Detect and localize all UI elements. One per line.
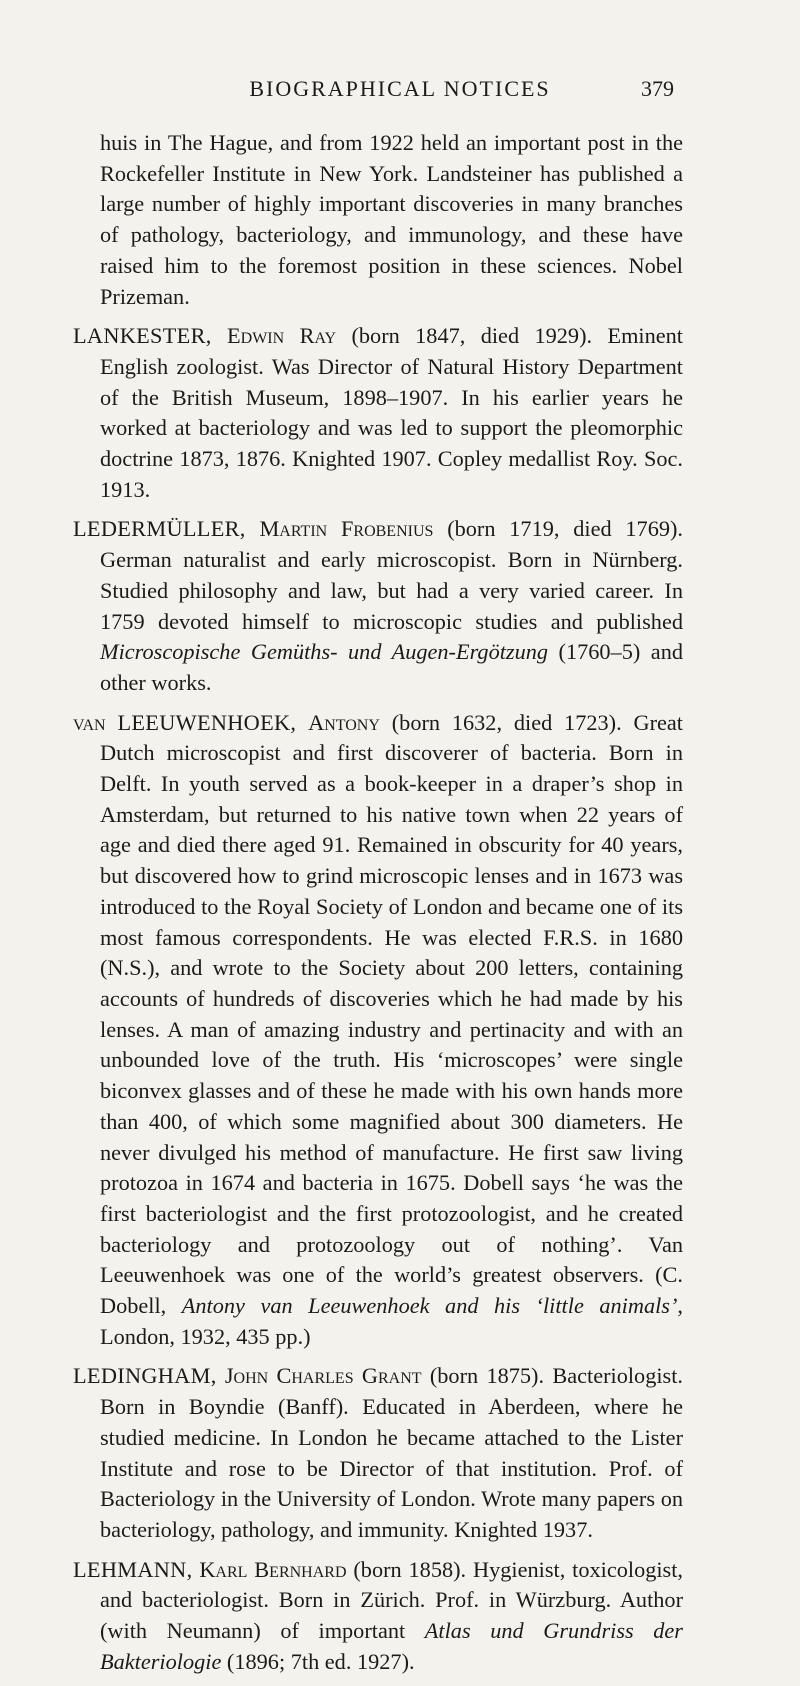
entry-forenames: Martin Frobenius — [259, 516, 434, 542]
entry-surname: LANKESTER, — [73, 323, 212, 349]
entry-forenames: Edwin Ray — [227, 323, 337, 349]
entry-tail: (1896; 7th ed. 1927). — [221, 1648, 415, 1674]
running-head — [0, 76, 800, 106]
entry-prefix: van — [73, 709, 118, 735]
entry-ledermuller — [73, 514, 683, 698]
page-number: 379 — [641, 76, 674, 101]
entry-body: (born 1875). Bacteriologist. Born in Boyndie (Banff). Educated in Aberdeen, where he studied medicine. In London he became attached to the Lister Institute and rose to be Director of that institution. Prof. of Bacteriology in the University of London. Wrote many papers on bacteriology, pathology, and immunity. Knighted 1937. — [100, 1363, 683, 1542]
entry-tail: (1760–5) and other works. — [100, 639, 683, 695]
entry-italic-title: Atlas und Grundriss der Bakteriologie — [100, 1618, 683, 1674]
biographical-entries — [73, 128, 683, 1686]
entry-surname: LEDINGHAM, — [73, 1363, 217, 1389]
entry-lankester — [73, 321, 683, 505]
entry-forenames: John Charles Grant — [224, 1363, 422, 1389]
entry-forenames: Karl Bernhard — [199, 1556, 347, 1582]
entry-leeuwenhoek — [73, 708, 683, 1353]
entry-surname: LEHMANN, — [73, 1556, 193, 1582]
entry-ledingham — [73, 1361, 683, 1545]
entry-forenames: Antony — [308, 709, 380, 735]
entry-body: (born 1719, died 1769). German naturalist and early microscopist. Born in Nürnberg. Studied philosophy and law, but had a very varied career. In 1759 devoted himself to microscopic studies and published — [100, 516, 684, 634]
entry-italic-title: Antony van Leeuwenhoek and his ‘little animals’ — [181, 1293, 678, 1319]
running-title: BIOGRAPHICAL NOTICES — [249, 76, 551, 101]
entry-surname: LEEUWENHOEK, — [117, 709, 297, 735]
continued-entry-text: huis in The Hague, and from 1922 held an important post in the Rockefeller Institute in New York. Landsteiner has published a large number of highly important discoveries in many branches of pathology, bacteriology, and immunology, and these have raised him to the foremost position in these sciences. Nobel Prizeman. — [100, 130, 683, 309]
entry-italic-title: Microscopische Gemüths- und Augen-Ergötzung — [100, 639, 549, 665]
entry-tail: , London, 1932, 435 pp.) — [100, 1293, 683, 1349]
entry-body: (born 1632, died 1723). Great Dutch microscopist and first discoverer of bacteria. Born in Delft. In youth served as a book-keeper in a draper’s shop in Amsterdam, but returned to his native town when 22 years of age and died there aged 91. Remained in obscurity for 40 years, but discovered how to grind microscopic lenses and in 1673 was introduced to the Royal Society of London and became one of its most famous correspondents. He was elected F.R.S. in 1680 (N.S.), and wrote to the Society about 200 letters, containing accounts of hundreds of discoveries which he had made by his lenses. A man of amazing industry and pertinacity and with an unbounded love of the truth. His ‘microscopes’ were single biconvex glasses and of these he made with his own hands more than 400, of which some magnified about 300 diameters. He never divulged his method of manufacture. He first saw living protozoa in 1674 and bacteria in 1675. Dobell says ‘he was the first bacteriologist and the first protozoologist, and he created bacteriology and protozoology out of nothing’. Van Leeuwenhoek was one of the world’s greatest observers. (C. Dobell, — [100, 709, 683, 1319]
entry-body: (born 1847, died 1929). Eminent English zoologist. Was Director of Natural History Department of the British Museum, 1898–1907. In his earlier years he worked at bacteriology and was led to support the pleomorphic doctrine 1873, 1876. Knighted 1907. Copley medallist Roy. Soc. 1913. — [100, 323, 683, 502]
entry-body: (born 1858). Hygienist, toxicologist, and bacteriologist. Born in Zürich. Prof. in Würzburg. Author (with Neumann) of important — [100, 1556, 684, 1644]
entry-surname: LEDERMÜLLER, — [73, 516, 246, 542]
entry-lehmann — [73, 1555, 683, 1678]
